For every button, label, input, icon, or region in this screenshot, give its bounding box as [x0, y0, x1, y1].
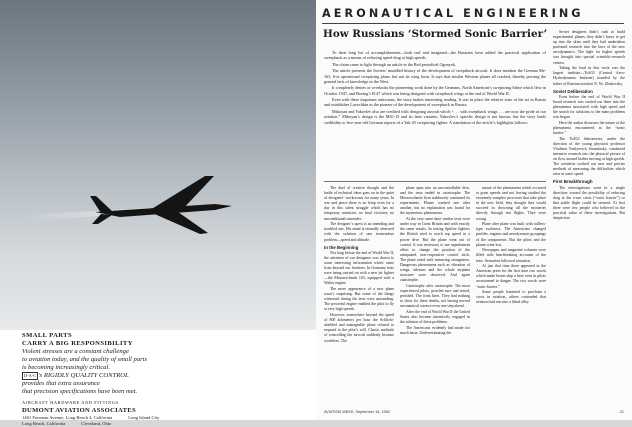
article-headline: How Russians ‘Stormed Sonic Barrier’: [323, 28, 548, 40]
article-column-1: [324, 186, 394, 344]
ad-body-line: is becoming increasingly critical.: [22, 364, 111, 371]
intro-divider: [324, 181, 546, 182]
page-number: 21: [619, 410, 624, 414]
body-paragraph: Soviet designers didn’t rush to build experimental planes; they didn’t hurry to get up into the skies until they had undertaken profound research into the laws of the new aerodynamics. The fight for higher speeds was brought into special scientific-research centers.: [553, 30, 625, 65]
ad-body-line: that precision specifications have been met.: [22, 388, 138, 395]
article-column-4: [553, 30, 625, 222]
body-paragraph: At just that time there appeared in the American press for the first time two words which made hearts skip a beat even in pilots accustomed to danger. The two words were “sonic barrier.”: [476, 264, 546, 289]
ad-body-line: provides that extra assurance: [22, 380, 100, 387]
section-rule: [322, 23, 624, 24]
subheading: Soviet Deliberation: [553, 88, 593, 94]
body-paragraph: Newspaper and magazine columns were filled with heartbreaking accounts of the tests. Sensation followed sensation.: [476, 248, 546, 263]
ad-headline-1: SMALL PARTS: [22, 332, 73, 339]
body-paragraph: At the very same time similar tests were under way in Great Britain and with exactly the same results. In testing Spitfire fighters the British tried to reach top speed in a power dive. But the plane went out of control. It was necessary to use superhuman effort to change the position of the antiquated, non-responsive control stick. The plane acted with menacing strangeness. Dangerous phenomena such as vibration of wings, ailerons and the whole airplane structure were observed. And again catastrophe.: [400, 217, 470, 283]
body-paragraph: The duel of creative thought and the battle of technical ideas goes on in the quiet of designers’ workrooms for many years. In war and peace there is no letup even for a day in this silent struggle which has no temporary armistice, no final victories, no unconditional surrender.: [324, 186, 394, 221]
ad-trade-line: AIRCRAFT HARDWARE AND FITTINGS: [22, 400, 119, 405]
advertisement-page: [0, 0, 316, 426]
ad-body-line-suffix: 's RIGIDLY QUALITY CONTROL: [38, 372, 129, 379]
intro-paragraph: The claim came to light through an article in the Red periodical Ogonyok.: [332, 61, 457, 67]
article-intro: [324, 50, 546, 126]
body-paragraph: plane spun into an uncontrollable dive, and the tests ended in catastrophe. The Messerschmitt firm stubbornly continued its experiments. Planes crashed one after another, but no explanation was found for the mysterious phenomena.: [400, 186, 470, 216]
ad-body-line: Violent stresses are a constant challenge: [22, 348, 129, 355]
jet-airplane-illustration: [0, 0, 316, 330]
body-paragraph: Not long before the end of World War II, the attention of our designers was drawn to some interesting information which came from beyond our frontiers. In Germany tests were being carried on with a new jet fighter—the Messerschmitt 163, equipped with a Walter engine.: [324, 250, 394, 286]
intro-paragraph: Mikoyan and Yakovlev also are credited with designing aircraft which “. . . with sweptback wings . . . are now the pride of our aviation.” Mikoyan’s design is the MiG-15 and its later variants; Yakovlev’s specific design is not known, but the story lends credibility to five-year-old German reports of a Yak-25 sweptwing fighter. A translation of the article’s highlights follows:: [324, 108, 546, 125]
ad-copy: [0, 330, 316, 426]
quality-control-mark: D-A-C: [24, 373, 37, 378]
body-paragraph: The designer’s quest is an unending and troubled one. His mind is eternally obsessed with the solution of one tremendous problem—speed and altitude.: [324, 222, 394, 242]
article-column-2: [400, 186, 470, 337]
jet-silhouette: [90, 176, 232, 234]
body-paragraph: The TsAGI laboratories, under the direction of the young physicist professor Vladimir Vasilyevich Struminsky, conducted intensive research into the physical picture of air flow around bodies moving at high speeds. The scientists worked out new and precise methods of measuring the difficulties which arise at sonic speed.: [553, 136, 625, 177]
subheading: In the Beginning: [324, 244, 359, 250]
body-paragraph: Here the author discusses the nature of the phenomena encountered at the “sonic barrier.”: [553, 120, 626, 135]
subheading: First Breakthrough: [553, 179, 593, 185]
intro-paragraph: Even with these important omissions, the story makes interesting reading. It sets in place the relative state of the art in Russia and establishes Lavochkin as the pioneer of the development of sweepback in Russia.: [324, 97, 546, 108]
ad-address-row: [22, 421, 316, 427]
article-column-3: [476, 186, 546, 306]
ad-body-line: [22, 372, 316, 380]
body-paragraph: Catastrophe after catastrophe. The most experienced pilots, proofed sure and tested, perished. The front lines. They had nothing to show for these deaths, not having moved aeronautical science even one step ahead.: [400, 283, 470, 309]
article-page: [316, 0, 632, 420]
ad-body-line: to aviation today, and the quality of small parts: [22, 356, 148, 363]
section-heading: AERONAUTICAL ENGINEERING: [322, 7, 584, 20]
page-footer: [324, 410, 624, 414]
body-paragraph: Some people hastened to proclaim a crisis in aviation, others contended that aviation had run into a blind alley.: [476, 290, 546, 305]
body-paragraph: However, somewhere beyond the speed of 800 kilometers per hour the Schlicht-shielded and manageable plane refused to respond to the pilot’s will. Classic methods of controlling the aircraft suddenly became worthless. The: [324, 313, 394, 343]
body-paragraph: Plane after plane was built with tailless-type swiftness. The Americans changed profiles, engines and aerodynamic groupings of the components. But the pilots and the planes went lost.: [476, 222, 546, 247]
body-paragraph: After the end of World War II the United States also became intensively engaged in the solution of these problems.: [400, 310, 470, 325]
intro-paragraph: The article presents the Soviets’ muddled history of the development of sweptback aircraft. It does mention the German Me-163, 6-ot operational sweptwing plane, but not its wing form. It says that similar Western planes all crashed, thereby proving the general lack of knowledge in the West.: [324, 68, 546, 84]
ad-address: Cleveland, Ohio: [81, 421, 112, 426]
body-paragraph: The mere appearance of a new plane wasn’t surprising. But some of the things witnessed during the tests were astounding. The powerful engine enabled the pilot to fly at very high speeds.: [324, 286, 394, 312]
ad-address: Long Island City: [128, 415, 160, 420]
ad-company-name: DUMONT AVIATION ASSOCIATES: [22, 407, 136, 414]
body-paragraph: The investigations went in a single direction: toward the possibility of reducing drag at the wave crisis (“sonic barrier”) so that stable flight could be secured. At first there were few people who believed in the practical value of these investigations. But skepticism: [553, 185, 625, 221]
body-paragraph: Taking the lead in this work was the largest institute—TsAGI (Central Aero-Hydrodynamic Institute) founded by the father of Russian aviation N. Ye. Zhukovsky.: [553, 66, 625, 86]
body-paragraph: The Americans evidently had made too much haste. Underestimating the: [400, 325, 470, 335]
ad-address: 1461 Freeman Avenue, Long Beach 4, California: [22, 415, 113, 420]
intro-paragraph: It completely denies or overlooks the pioneering work done by the Germans, North American’s sweptwing Sabre which flew in October 1947, and Boeing’s B-47 which was being designed with sweptback wings at the end of World War II.: [324, 85, 546, 96]
footer-publication: AVIATION WEEK, September 15, 1952: [324, 410, 390, 414]
ad-headline-2: CARRY A BIG RESPONSIBILITY: [22, 340, 133, 347]
body-paragraph: nature of the phenomena which occurred at great speeds and not having studied the extremely complex processes that take place in the new field, they thought they would succeed in drowning all the mysteries directly through test flights. They were wrong.: [476, 186, 546, 221]
body-paragraph: Even before the end of World War II broad research was carried out there into the phenomena associated with high speed and the search for solutions to the main problems was begun.: [553, 94, 625, 120]
intro-paragraph: To their long list of accomplishments—both real and imagined—the Russians have added the practical application of sweepback as a means of reducing speed drag at high speeds.: [324, 50, 546, 61]
ad-address: Long Beach, California: [22, 421, 66, 426]
